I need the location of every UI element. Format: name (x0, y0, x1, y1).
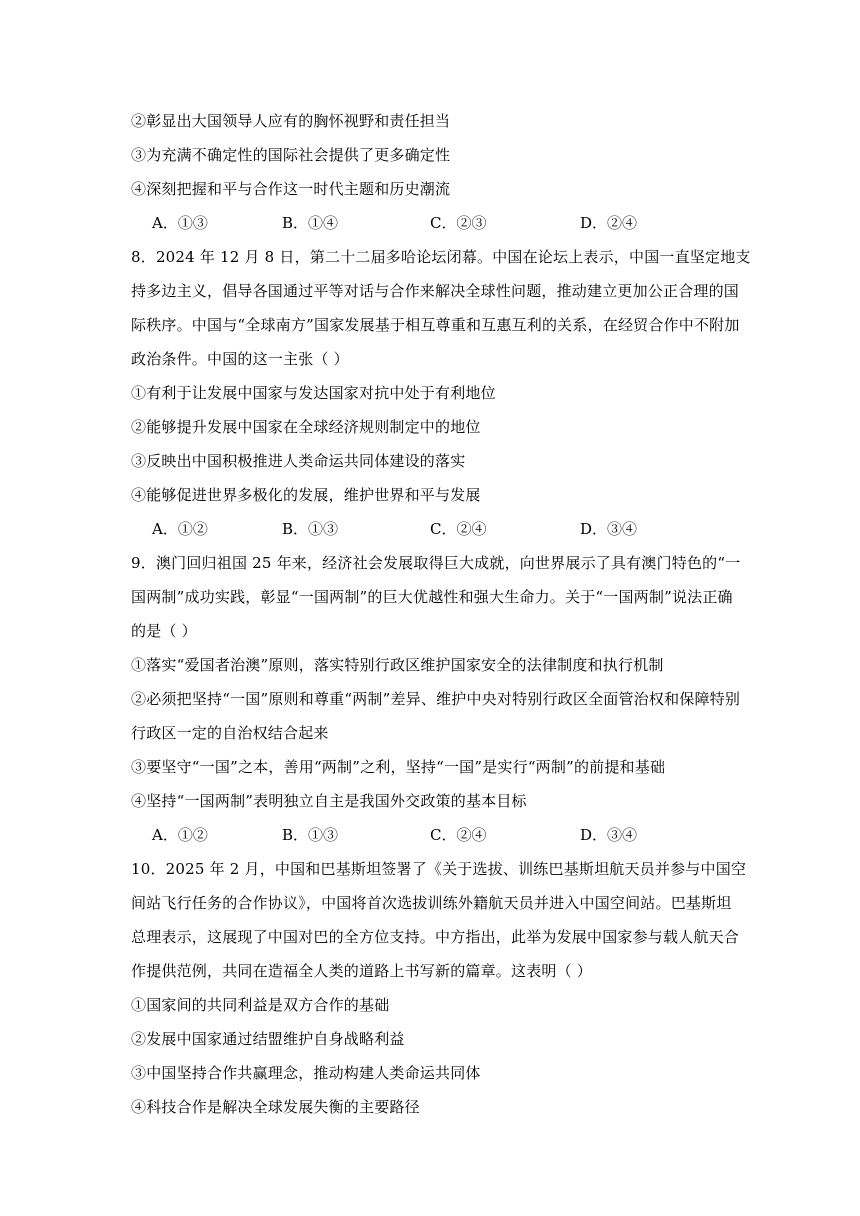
q8-choice-3: ③反映出中国积极推进人类命运共同体建设的落实 (131, 452, 466, 470)
q9-option-c: C．②④ (430, 826, 487, 844)
q10-choice-1: ①国家间的共同利益是双方合作的基础 (131, 996, 390, 1014)
q9-stem-line-3: 的是（ ） (131, 622, 197, 640)
q9-stem-line-1: 9．澳门回归祖国 25 年来，经济社会发展取得巨大成就，向世界展示了具有澳门特色的“一 (131, 554, 741, 572)
q7-option-b: B．①④ (282, 214, 339, 232)
q10-choice-3: ③中国坚持合作共赢理念，推动构建人类命运共同体 (131, 1064, 481, 1082)
q7-option-a: A．①③ (152, 214, 208, 232)
q10-choice-4: ④科技合作是解决全球发展失衡的主要路径 (131, 1098, 420, 1116)
q8-option-d: D．③④ (580, 520, 638, 538)
q10-choice-2: ②发展中国家通过结盟维护自身战略利益 (131, 1030, 405, 1048)
q10-stem-line-2: 间站飞行任务的合作协议》，中国将首次选拔训练外籍航天员并进入中国空间站。巴基斯坦 (131, 894, 732, 912)
q8-option-c: C．②④ (430, 520, 487, 538)
q9-stem-line-2: 国两制”成功实践，彰显“一国两制”的巨大优越性和强大生命力。关于“一国两制”说法正确 (131, 588, 733, 606)
q7-option-c: C．②③ (430, 214, 487, 232)
q9-choice-2-continued: 行政区一定的自治权结合起来 (131, 724, 329, 742)
q10-stem-line-4: 作提供范例，共同在造福全人类的道路上书写新的篇章。这表明（ ） (131, 962, 592, 980)
q7-choice-2: ②彰显出大国领导人应有的胸怀视野和责任担当 (131, 112, 451, 130)
q7-choice-3: ③为充满不确定性的国际社会提供了更多确定性 (131, 146, 451, 164)
q8-option-b: B．①③ (282, 520, 339, 538)
q9-option-d: D．③④ (580, 826, 638, 844)
q10-stem-line-3: 总理表示，这展现了中国对巴的全方位支持。中方指出，此举为发展中国家参与载人航天合 (131, 928, 740, 946)
q8-option-a: A．①② (152, 520, 208, 538)
q8-stem-line-3: 际秩序。中国与“全球南方”国家发展基于相互尊重和互惠互利的关系，在经贸合作中不附加 (131, 316, 740, 334)
q8-choice-4: ④能够促进世界多极化的发展，维护世界和平与发展 (131, 486, 481, 504)
q8-stem-line-4: 政治条件。中国的这一主张（ ） (131, 350, 349, 368)
q9-option-a: A．①② (152, 826, 208, 844)
q9-choice-4: ④坚持“一国两制”表明独立自主是我国外交政策的基本目标 (131, 792, 527, 810)
q10-stem-line-1: 10．2025 年 2 月，中国和巴基斯坦签署了《关于选拔、训练巴基斯坦航天员并参与中国空 (131, 860, 747, 878)
q8-choice-2: ②能够提升发展中国家在全球经济规则制定中的地位 (131, 418, 481, 436)
q8-stem-line-1: 8．2024 年 12 月 8 日，第二十二届多哈论坛闭幕。中国在论坛上表示，中国一直坚定地支 (131, 248, 751, 266)
q9-choice-2: ②必须把坚持“一国”原则和尊重“两制”差异、维护中央对特别行政区全面管治权和保障特别 (131, 690, 741, 708)
q8-choice-1: ①有利于让发展中国家与发达国家对抗中处于有利地位 (131, 384, 496, 402)
q9-choice-3: ③要坚守“一国”之本，善用“两制”之利，坚持“一国”是实行“两制”的前提和基础 (131, 758, 666, 776)
q9-option-b: B．①③ (282, 826, 339, 844)
q7-option-d: D．②④ (580, 214, 638, 232)
q9-choice-1: ①落实“爱国者治澳”原则，落实特别行政区维护国家安全的法律制度和执行机制 (131, 656, 664, 674)
q8-stem-line-2: 持多边主义，倡导各国通过平等对话与合作来解决全球性问题，推动建立更加公正合理的国 (131, 282, 740, 300)
q7-choice-4: ④深刻把握和平与合作这一时代主题和历史潮流 (131, 180, 451, 198)
